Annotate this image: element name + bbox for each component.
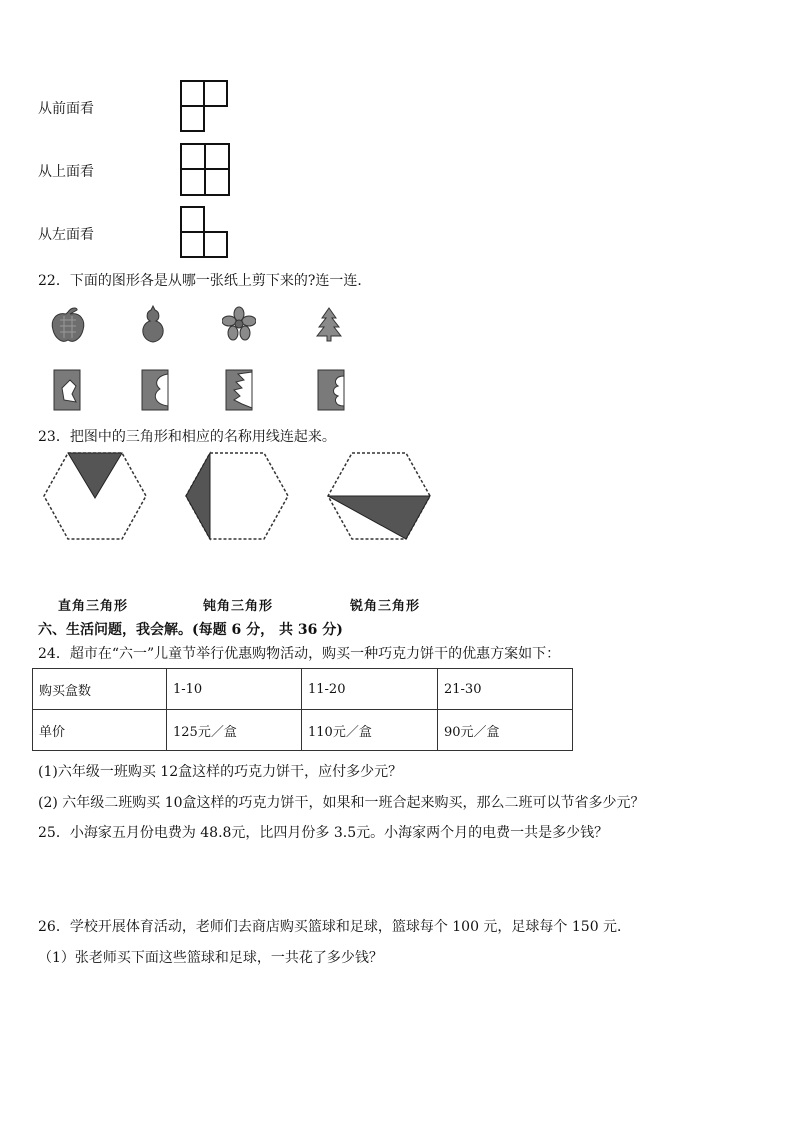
- table-cell: 90元／盒: [438, 710, 573, 751]
- section-6-heading: 六、生活问题，我会解。(每题 6 分， 共 36 分): [38, 622, 343, 638]
- table-cell: 购买盒数: [33, 669, 167, 710]
- triangle-name-obtuse: 钝角三角形: [203, 599, 274, 614]
- paper-sheet-4-icon: [316, 368, 346, 412]
- question-26-sub-1: （1）张老师买下面这些篮球和足球，一共花了多少钱？: [38, 950, 383, 966]
- table-cell: 11-20: [302, 669, 438, 710]
- triangle-name-right: 直角三角形: [58, 599, 129, 614]
- view-label-top: 从上面看: [38, 164, 94, 180]
- paper-sheet-3-icon: [224, 368, 254, 412]
- question-23: 23．把图中的三角形和相应的名称用线连起来。: [38, 429, 336, 445]
- left-view-figure: [180, 206, 228, 258]
- question-22: 22．下面的图形各是从哪一张纸上剪下来的?连一连．: [38, 273, 372, 289]
- paper-sheet-1-icon: [52, 368, 82, 412]
- table-cell: 单价: [33, 710, 167, 751]
- hexagon-figure-1: [40, 450, 150, 542]
- view-label-left: 从左面看: [38, 227, 94, 243]
- apple-shape-icon: [50, 306, 86, 344]
- table-cell: 110元／盒: [302, 710, 438, 751]
- hexagon-figure-3: [324, 450, 434, 542]
- tree-shape-icon: [316, 306, 342, 342]
- question-24-sub-1: (1)六年级一班购买 12盒这样的巧克力饼干，应付多少元？: [38, 764, 403, 780]
- question-26: 26．学校开展体育活动，老师们去商店购买篮球和足球，篮球每个 100 元，足球每个 150 元．: [38, 919, 632, 935]
- top-view-figure: [180, 143, 230, 196]
- table-row: [33, 669, 573, 710]
- table-row: [33, 710, 573, 751]
- table-cell: 21-30: [438, 669, 573, 710]
- hexagon-figure-2: [182, 450, 292, 542]
- triangle-name-acute: 锐角三角形: [350, 599, 421, 614]
- question-24-sub-2: (2) 六年级二班购买 10盒这样的巧克力饼干，如果和一班合起来购买，那么二班可以节省多少元？: [38, 795, 645, 811]
- gourd-shape-icon: [138, 304, 168, 344]
- question-24: 24．超市在“六一”儿童节举行优惠购物活动，购买一种巧克力饼干的优惠方案如下：: [38, 646, 561, 662]
- table-cell: 125元／盒: [167, 710, 302, 751]
- price-table: [32, 668, 573, 751]
- view-label-front: 从前面看: [38, 101, 94, 117]
- question-25: 25．小海家五月份电费为 48.8元，比四月份多 3.5元。小海家两个月的电费一共是多少钱？: [38, 825, 609, 841]
- flower-shape-icon: [222, 306, 256, 342]
- front-view-figure: [180, 80, 228, 132]
- paper-sheet-2-icon: [140, 368, 170, 412]
- table-cell: 1-10: [167, 669, 302, 710]
